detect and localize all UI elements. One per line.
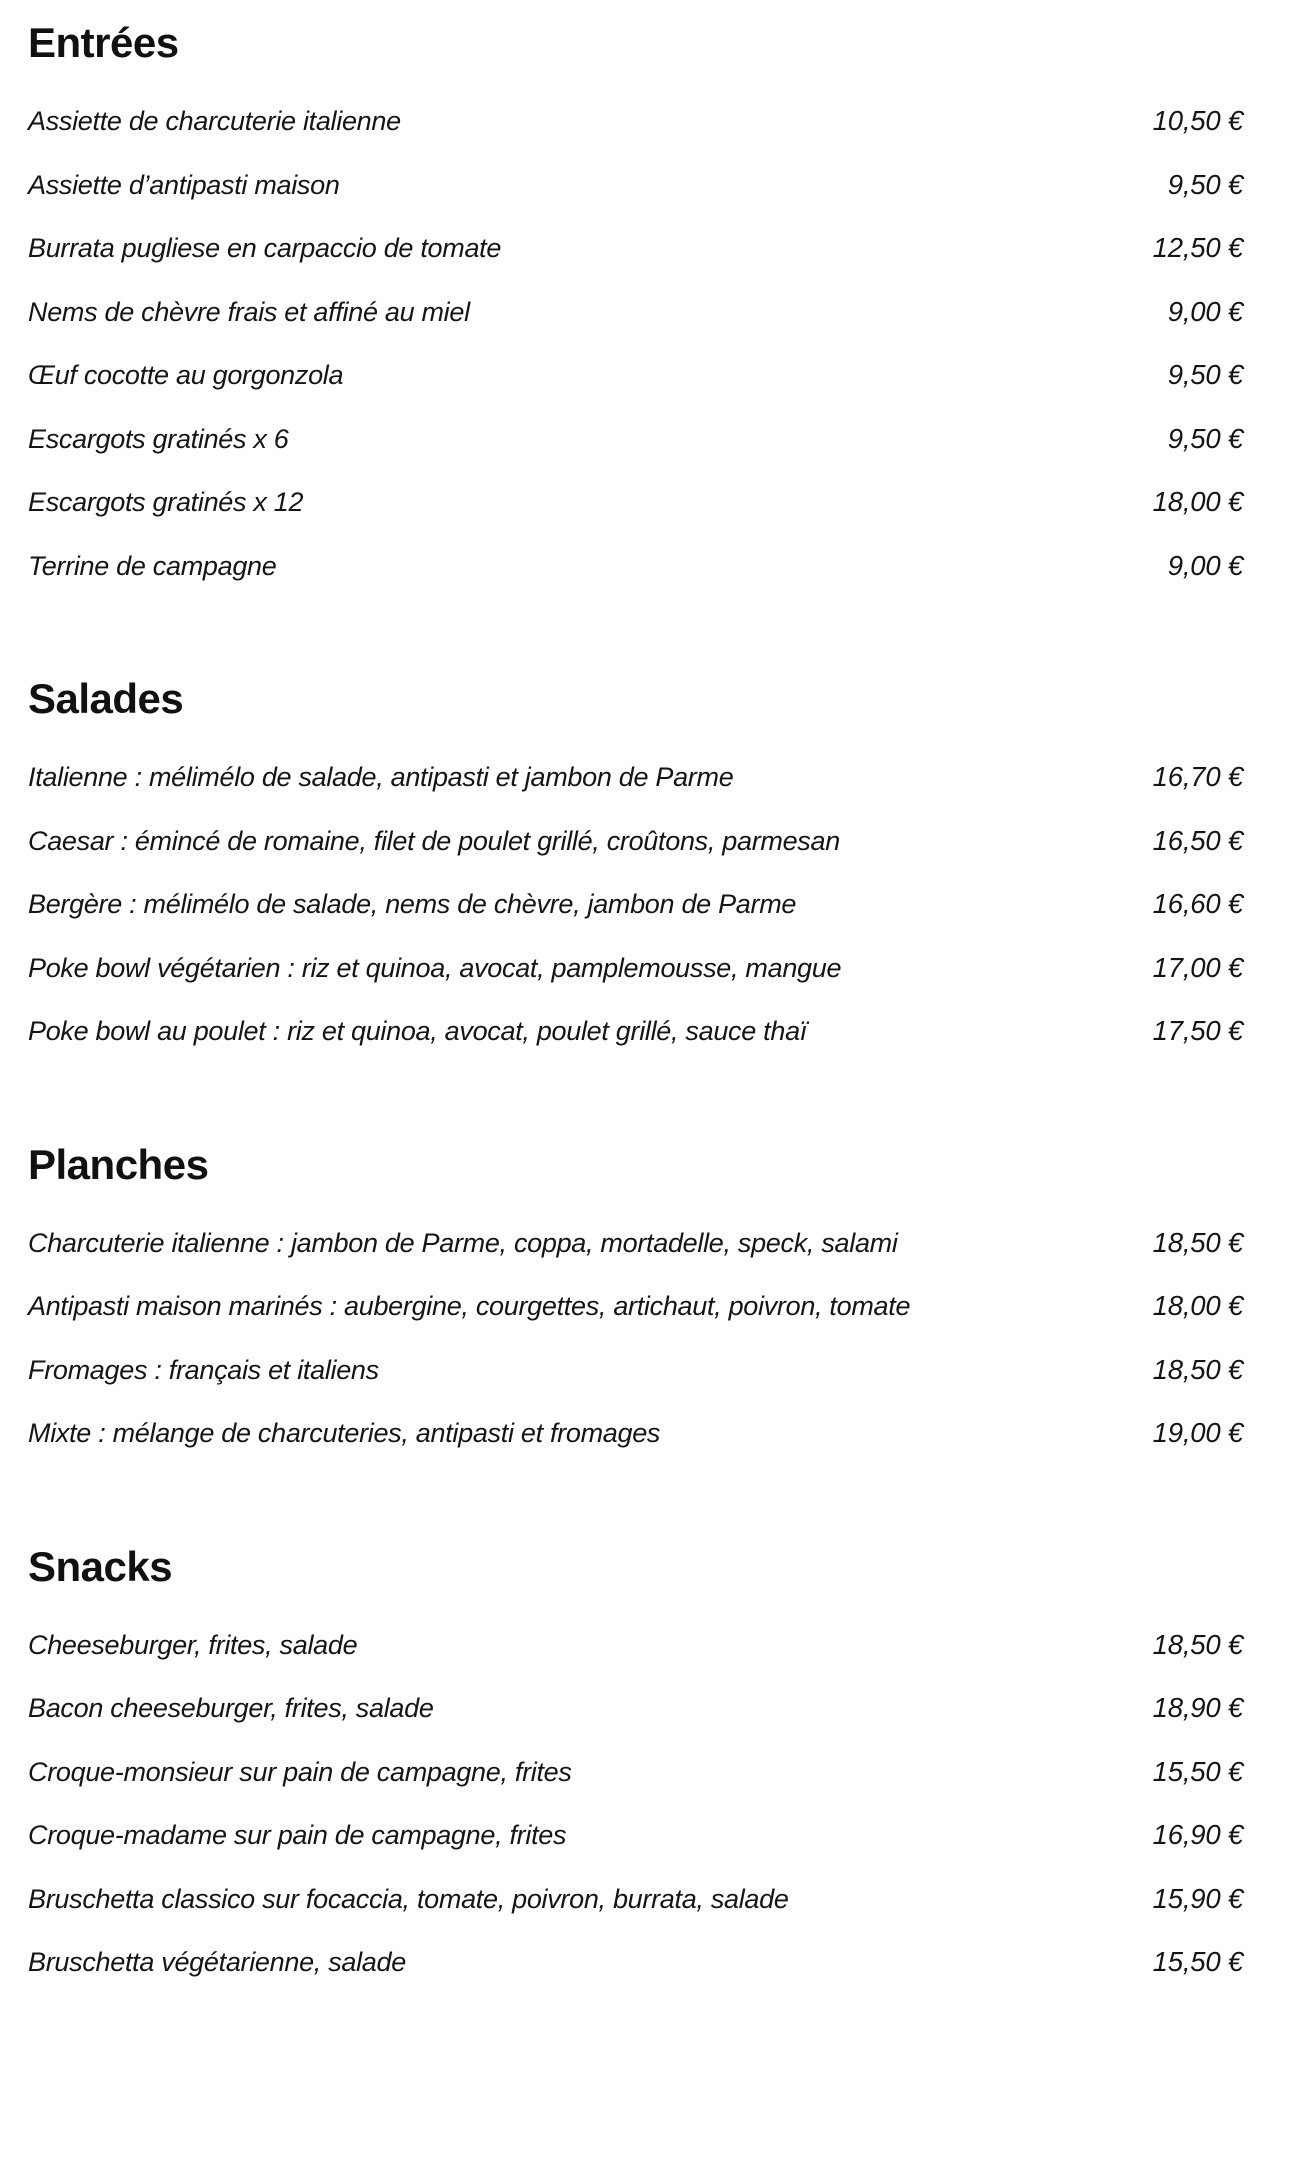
menu-item-name: Croque-madame sur pain de campagne, frites	[28, 1820, 567, 1850]
menu-item-name: Terrine de campagne	[28, 550, 277, 581]
menu-item-price: 16,70 €	[1152, 761, 1243, 792]
menu-item-name: Cheeseburger, frites, salade	[28, 1629, 358, 1660]
section-title: Entrées	[28, 19, 179, 66]
menu-item-row	[28, 1803, 1243, 1867]
menu-item-price: 9,50 €	[1167, 359, 1243, 390]
menu-item-row	[28, 1676, 1243, 1740]
menu-item-price: 12,50 €	[1152, 232, 1243, 263]
section-rows	[28, 1211, 1243, 1465]
menu-item-price: 15,90 €	[1152, 1882, 1243, 1914]
menu-item-name: Poke bowl végétarien : riz et quinoa, avocat, pamplemousse, mangue	[28, 952, 842, 983]
menu-item-name: Assiette de charcuterie italienne	[28, 106, 401, 136]
menu-item-row	[28, 872, 1243, 936]
menu-item-name: Italienne : mélimélo de salade, antipasti et jambon de Parme	[28, 762, 734, 792]
menu-item-name: Bruschetta classico sur focaccia, tomate, poivron, burrata, salade	[28, 1883, 789, 1914]
menu-item-row	[28, 1274, 1243, 1338]
menu-item-row	[28, 407, 1243, 471]
menu-item-name: Bergère : mélimélo de salade, nems de chèvre, jambon de Parme	[28, 889, 797, 919]
section-title: Salades	[28, 675, 184, 722]
menu-item-price: 18,00 €	[1152, 1290, 1243, 1321]
section-title: Planches	[28, 1140, 209, 1188]
menu-item-name: Antipasti maison marinés : aubergine, courgettes, artichaut, poivron, tomate	[28, 1291, 911, 1321]
menu-item-row	[28, 470, 1243, 534]
menu-item-price: 9,50 €	[1167, 168, 1243, 200]
menu-item-name: Assiette d’antipasti maison	[28, 169, 340, 200]
section-rows	[28, 1613, 1243, 1994]
menu-item-row	[28, 343, 1243, 407]
menu-item-price: 16,50 €	[1152, 824, 1243, 856]
menu-item-price: 18,50 €	[1152, 1226, 1243, 1258]
menu-item-name: Bruschetta végétarienne, salade	[28, 1947, 406, 1977]
menu-item-row	[28, 999, 1243, 1063]
menu-item-price: 9,00 €	[1167, 295, 1243, 327]
menu-item-name: Nems de chèvre frais et affiné au miel	[28, 296, 470, 327]
menu-item-price: 16,90 €	[1152, 1819, 1243, 1850]
menu-item-row	[28, 153, 1243, 217]
menu-item-price: 17,00 €	[1152, 951, 1243, 983]
menu-item-name: Mixte : mélange de charcuteries, antipasti et fromages	[28, 1418, 661, 1448]
menu-item-row	[28, 1930, 1243, 1994]
menu-item-price: 19,00 €	[1152, 1417, 1243, 1448]
menu-item-row	[28, 1338, 1243, 1402]
menu-item-price: 15,50 €	[1152, 1755, 1243, 1787]
menu-item-row	[28, 1867, 1243, 1931]
menu-item-name: Charcuterie italienne : jambon de Parme, coppa, mortadelle, speck, salami	[28, 1227, 898, 1258]
menu-item-price: 18,50 €	[1152, 1353, 1243, 1385]
menu-item-name: Burrata pugliese en carpaccio de tomate	[28, 233, 502, 263]
menu-item-row	[28, 280, 1243, 344]
menu-item-name: Fromages : français et italiens	[28, 1354, 379, 1385]
menu-item-name: Croque-monsieur sur pain de campagne, frites	[28, 1756, 572, 1787]
menu-section	[28, 1543, 1243, 1994]
menu-item-row	[28, 534, 1243, 598]
menu-item-price: 9,50 €	[1167, 422, 1243, 454]
menu-item-row	[28, 216, 1243, 280]
menu-section	[28, 19, 1243, 597]
section-title: Snacks	[28, 1542, 173, 1590]
menu-item-name: Poke bowl au poulet : riz et quinoa, avocat, poulet grillé, sauce thaï	[28, 1016, 807, 1046]
menu-item-price: 18,90 €	[1152, 1692, 1243, 1723]
menu-item-price: 18,50 €	[1152, 1628, 1243, 1660]
menu-item-name: Escargots gratinés x 6	[28, 423, 289, 454]
menu-item-price: 16,60 €	[1152, 888, 1243, 919]
menu-item-row	[28, 745, 1243, 809]
menu-item-price: 17,50 €	[1152, 1015, 1243, 1046]
menu-item-row	[28, 1613, 1243, 1677]
menu-item-price: 18,00 €	[1152, 486, 1243, 517]
menu-item-row	[28, 809, 1243, 873]
menu-item-row	[28, 936, 1243, 1000]
menu-item-price: 9,00 €	[1167, 549, 1243, 581]
menu-item-name: Œuf cocotte au gorgonzola	[28, 360, 344, 390]
menu-section	[28, 675, 1243, 1063]
menu-item-name: Bacon cheeseburger, frites, salade	[28, 1693, 434, 1723]
section-rows	[28, 745, 1243, 1063]
menu-item-name: Caesar : émincé de romaine, filet de poulet grillé, croûtons, parmesan	[28, 825, 840, 856]
section-rows	[28, 89, 1243, 597]
menu-item-row	[28, 1211, 1243, 1275]
menu-section	[28, 1141, 1243, 1465]
menu-item-price: 10,50 €	[1152, 105, 1243, 136]
menu-item-row	[28, 1740, 1243, 1804]
menu-item-name: Escargots gratinés x 12	[28, 487, 304, 517]
menu-item-row	[28, 89, 1243, 153]
menu-item-price: 15,50 €	[1152, 1946, 1243, 1977]
menu-item-row	[28, 1401, 1243, 1465]
